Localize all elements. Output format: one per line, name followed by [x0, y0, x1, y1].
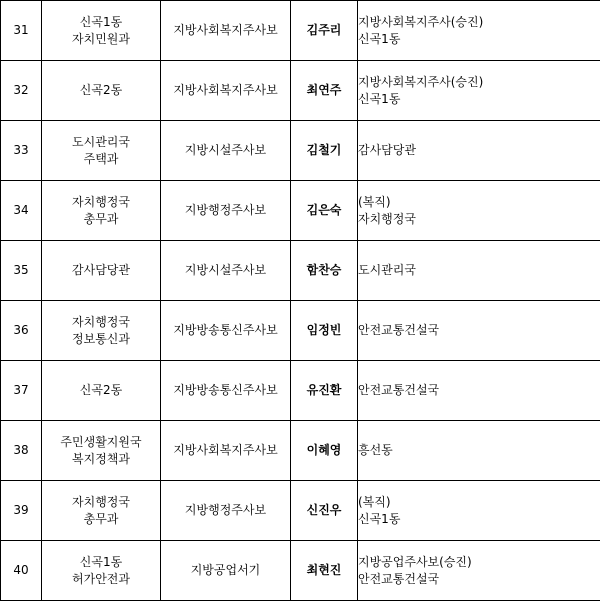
assignment-line: (복직): [358, 194, 600, 211]
department-line: 자치민원과: [42, 31, 160, 48]
assignment-line: (복직): [358, 494, 600, 511]
current-department: [42, 61, 161, 121]
current-department: [42, 301, 161, 361]
new-assignment: [358, 1, 600, 61]
new-assignment: [358, 421, 600, 481]
assignment-line: 도시관리국: [358, 262, 600, 279]
job-rank: 지방행정주사보: [161, 181, 291, 241]
row-number: 39: [1, 481, 42, 541]
row-number: 38: [1, 421, 42, 481]
person-name: 신진우: [291, 481, 358, 541]
table-row: [1, 301, 600, 361]
assignment-line: 신곡1동: [358, 511, 600, 528]
current-department: [42, 481, 161, 541]
person-name: 최현진: [291, 541, 358, 601]
person-name: 김주리: [291, 1, 358, 61]
row-number: 40: [1, 541, 42, 601]
new-assignment: [358, 541, 600, 601]
department-line: 도시관리국: [42, 134, 160, 151]
department-line: 신곡2동: [42, 82, 160, 99]
table-row: [1, 481, 600, 541]
new-assignment: [358, 481, 600, 541]
row-number: 31: [1, 1, 42, 61]
department-line: 자치행정국: [42, 494, 160, 511]
row-number: 32: [1, 61, 42, 121]
current-department: [42, 541, 161, 601]
job-rank: 지방사회복지주사보: [161, 61, 291, 121]
row-number: 35: [1, 241, 42, 301]
row-number: 36: [1, 301, 42, 361]
job-rank: 지방시설주사보: [161, 121, 291, 181]
department-line: 총무과: [42, 211, 160, 228]
new-assignment: [358, 61, 600, 121]
table-row: [1, 121, 600, 181]
person-name: 유진환: [291, 361, 358, 421]
job-rank: 지방시설주사보: [161, 241, 291, 301]
new-assignment: [358, 241, 600, 301]
department-line: 자치행정국: [42, 314, 160, 331]
person-name: 임정빈: [291, 301, 358, 361]
current-department: [42, 421, 161, 481]
assignment-line: 지방사회복지주사(승진): [358, 14, 600, 31]
table-row: [1, 1, 600, 61]
department-line: 정보통신과: [42, 331, 160, 348]
new-assignment: [358, 121, 600, 181]
department-line: 총무과: [42, 511, 160, 528]
department-line: 자치행정국: [42, 194, 160, 211]
department-line: 주민생활지원국: [42, 434, 160, 451]
new-assignment: [358, 361, 600, 421]
assignment-line: 흥선동: [358, 442, 600, 459]
new-assignment: [358, 301, 600, 361]
person-name: 이혜영: [291, 421, 358, 481]
job-rank: 지방사회복지주사보: [161, 1, 291, 61]
assignment-line: 안전교통건설국: [358, 322, 600, 339]
person-name: 김은숙: [291, 181, 358, 241]
table-row: [1, 361, 600, 421]
person-name: 최연주: [291, 61, 358, 121]
current-department: [42, 181, 161, 241]
row-number: 33: [1, 121, 42, 181]
job-rank: 지방공업서기: [161, 541, 291, 601]
department-line: 허가안전과: [42, 571, 160, 588]
department-line: 복지정책과: [42, 451, 160, 468]
department-line: 신곡1동: [42, 554, 160, 571]
current-department: [42, 1, 161, 61]
assignment-line: 신곡1동: [358, 91, 600, 108]
personnel-table-body: [1, 1, 600, 601]
table-row: [1, 181, 600, 241]
assignment-line: 안전교통건설국: [358, 571, 600, 588]
job-rank: 지방사회복지주사보: [161, 421, 291, 481]
table-row: [1, 61, 600, 121]
table-row: [1, 241, 600, 301]
current-department: [42, 241, 161, 301]
job-rank: 지방방송통신주사보: [161, 361, 291, 421]
department-line: 감사담당관: [42, 262, 160, 279]
table-row: [1, 421, 600, 481]
current-department: [42, 361, 161, 421]
job-rank: 지방행정주사보: [161, 481, 291, 541]
assignment-line: 지방사회복지주사(승진): [358, 74, 600, 91]
person-name: 함찬승: [291, 241, 358, 301]
row-number: 34: [1, 181, 42, 241]
department-line: 신곡1동: [42, 14, 160, 31]
row-number: 37: [1, 361, 42, 421]
department-line: 신곡2동: [42, 382, 160, 399]
assignment-line: 안전교통건설국: [358, 382, 600, 399]
assignment-line: 지방공업주사보(승진): [358, 554, 600, 571]
assignment-line: 자치행정국: [358, 211, 600, 228]
assignment-line: 신곡1동: [358, 31, 600, 48]
current-department: [42, 121, 161, 181]
job-rank: 지방방송통신주사보: [161, 301, 291, 361]
department-line: 주택과: [42, 151, 160, 168]
person-name: 김철기: [291, 121, 358, 181]
assignment-line: 감사담당관: [358, 142, 600, 159]
new-assignment: [358, 181, 600, 241]
table-row: [1, 541, 600, 601]
